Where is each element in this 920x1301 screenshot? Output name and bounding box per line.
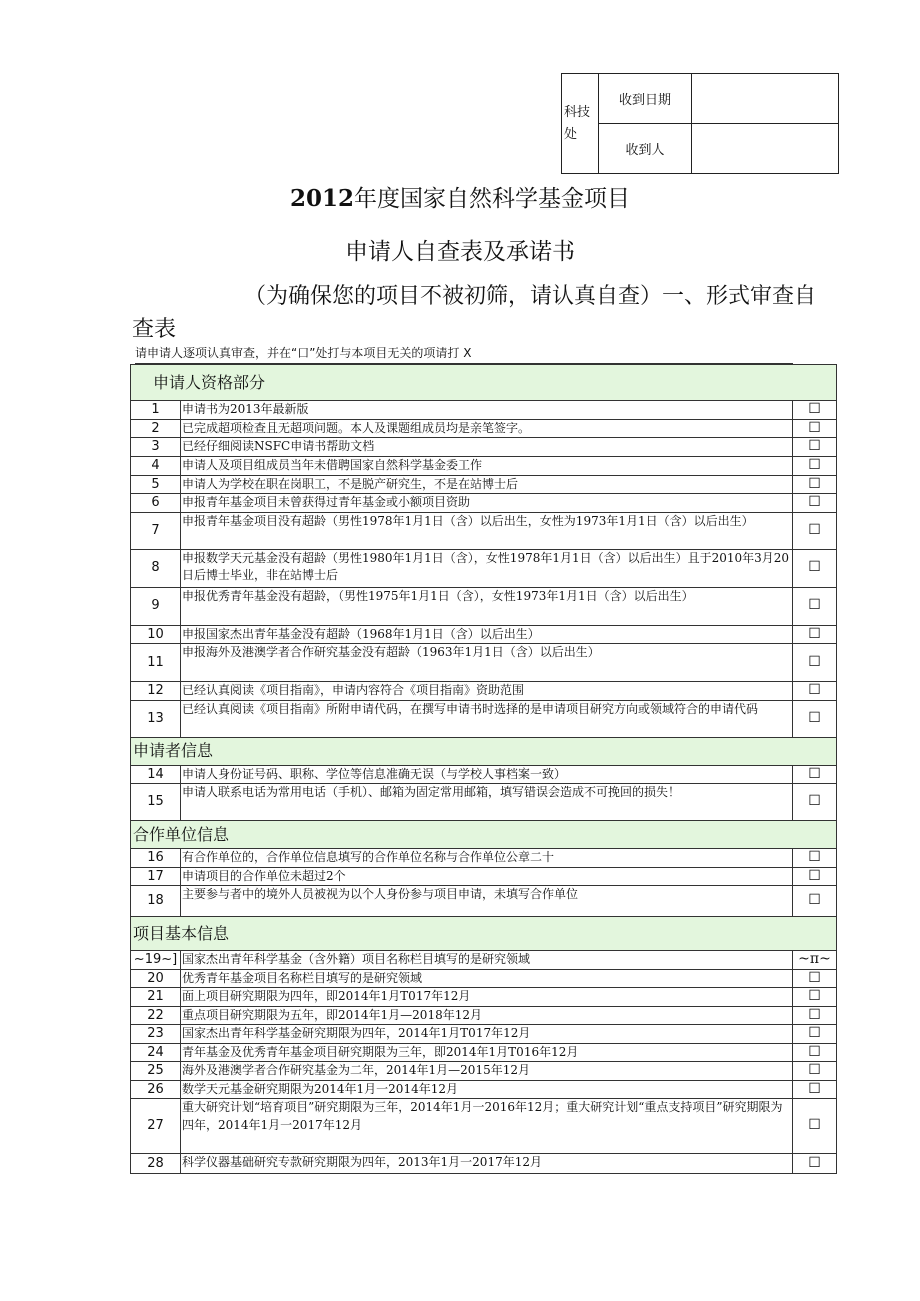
row-number: 1 [131, 401, 181, 420]
table-row [131, 1025, 837, 1044]
row-text: 申请人及项目组成员当年未借聘国家自然科学基金委工作 [181, 457, 793, 476]
row-number: 4 [131, 457, 181, 476]
row-text: 重点项目研究期限为五年，即2014年1月—2018年12月 [181, 1006, 793, 1025]
table-row [131, 1043, 837, 1062]
row-text: 申报数学天元基金没有超龄（男性1980年1月1日（含），女性1978年1月1日（含）以后出生）且于2010年3月20日后博士毕业，非在站博士后 [181, 549, 793, 587]
row-number: 11 [131, 644, 181, 682]
table-row [131, 644, 837, 682]
row-text: 海外及港澳学者合作研究基金为二年，2014年1月—2015年12月 [181, 1062, 793, 1081]
row-text: 青年基金及优秀青年基金项目研究期限为三年，即2014年1月T016年12月 [181, 1043, 793, 1062]
row-number: 16 [131, 849, 181, 868]
section-title: 申请人资格部分 [131, 365, 837, 401]
row-text: 申报优秀青年基金没有超龄，（男性1975年1月1日（含），女性1973年1月1日（含）以后出生） [181, 587, 793, 625]
row-number: 28 [131, 1154, 181, 1174]
section-title: 合作单位信息 [131, 821, 837, 849]
row-text: 申请人为学校在职在岗职工，不是脱产研究生，不是在站博士后 [181, 475, 793, 494]
table-row [131, 457, 837, 476]
checkbox[interactable]: ☐ [793, 1043, 837, 1062]
date-received-field[interactable] [692, 74, 839, 124]
checkbox[interactable]: ☐ [793, 457, 837, 476]
checkbox[interactable]: ☐ [793, 849, 837, 868]
table-row [131, 849, 837, 868]
row-number: 24 [131, 1043, 181, 1062]
row-mark: ~π~ [793, 951, 837, 970]
checkbox[interactable]: ☐ [793, 1154, 837, 1174]
checkbox[interactable]: ☐ [793, 867, 837, 886]
row-text: 科学仪器基础研究专款研究期限为四年，2013年1月一2017年12月 [181, 1154, 793, 1174]
checkbox[interactable]: ☐ [793, 765, 837, 784]
row-text: 申请人联系电话为常用电话（手机）、邮箱为固定常用邮箱，填写错误会造成不可挽回的损失！ [181, 784, 793, 821]
checkbox[interactable]: ☐ [793, 419, 837, 438]
row-number: 27 [131, 1099, 181, 1154]
checkbox[interactable]: ☐ [793, 1062, 837, 1081]
row-text: 主要参与者中的境外人员被视为以个人身份参与项目申请，未填写合作单位 [181, 886, 793, 917]
row-text: 国家杰出青年科学基金（含外籍）项目名称栏目填写的是研究领域 [181, 951, 793, 970]
section-header [131, 917, 837, 951]
row-text: 申报青年基金项目没有超龄（男性1978年1月1日（含）以后出生，女性为1973年1月1日（含）以后出生） [181, 512, 793, 549]
document-title-line2: 申请人自查表及承诺书 [345, 239, 575, 265]
title-year: 2012 [289, 185, 354, 212]
row-number: 26 [131, 1080, 181, 1099]
checkbox[interactable]: ☐ [793, 512, 837, 549]
receiver-label: 收到人 [599, 124, 692, 174]
row-text: 已经仔细阅读NSFC申请书帮助文档 [181, 438, 793, 457]
table-row [131, 951, 837, 970]
section-header [131, 365, 837, 401]
table-row [131, 1062, 837, 1081]
checkbox[interactable]: ☐ [793, 784, 837, 821]
table-row [131, 494, 837, 513]
row-text: 申报青年基金项目未曾获得过青年基金或小额项目资助 [181, 494, 793, 513]
instruction-note: 请申请人逐项认真审查，并在“口”处打与本项目无关的项请打 X [135, 344, 793, 364]
table-row [131, 438, 837, 457]
section-title: 项目基本信息 [131, 917, 837, 951]
row-number: 25 [131, 1062, 181, 1081]
row-text: 重大研究计划“培育项目”研究期限为三年，2014年1月一2016年12月；重大研究计划“重点支持项目”研究期限为四年，2014年1月一2017年12月 [181, 1099, 793, 1154]
section-header [131, 821, 837, 849]
receipt-box [561, 73, 839, 174]
checkbox[interactable]: ☐ [793, 682, 837, 701]
table-row [131, 784, 837, 821]
row-text: 数学天元基金研究期限为2014年1月一2014年12月 [181, 1080, 793, 1099]
self-check-table [130, 364, 837, 1174]
row-number: 20 [131, 969, 181, 988]
table-row [131, 587, 837, 625]
table-row [131, 512, 837, 549]
row-number: 18 [131, 886, 181, 917]
checkbox[interactable]: ☐ [793, 549, 837, 587]
table-row [131, 988, 837, 1007]
row-text: 申请书为2013年最新版 [181, 401, 793, 420]
row-number: 5 [131, 475, 181, 494]
checkbox[interactable]: ☐ [793, 886, 837, 917]
row-text: 申请人身份证号码、职称、学位等信息准确无误（与学校人事档案一致） [181, 765, 793, 784]
row-text: 申报国家杰出青年基金没有超龄（1968年1月1日（含）以后出生） [181, 625, 793, 644]
row-text: 面上项目研究期限为四年，即2014年1月T017年12月 [181, 988, 793, 1007]
table-row [131, 886, 837, 917]
checkbox[interactable]: ☐ [793, 475, 837, 494]
row-number: 23 [131, 1025, 181, 1044]
checkbox[interactable]: ☐ [793, 401, 837, 420]
title-line1: 年度国家自然科学基金项目 [354, 186, 630, 212]
checkbox[interactable]: ☐ [793, 988, 837, 1007]
table-row [131, 765, 837, 784]
row-number: 2 [131, 419, 181, 438]
row-number: 15 [131, 784, 181, 821]
date-received-label: 收到日期 [599, 74, 692, 124]
table-row [131, 549, 837, 587]
table-row [131, 1154, 837, 1174]
dept-label: 科技处 [562, 74, 599, 174]
checkbox[interactable]: ☐ [793, 700, 837, 737]
table-row [131, 419, 837, 438]
row-number: 13 [131, 700, 181, 737]
row-number: 14 [131, 765, 181, 784]
table-row [131, 625, 837, 644]
row-number: 17 [131, 867, 181, 886]
table-row [131, 475, 837, 494]
checkbox[interactable]: ☐ [793, 969, 837, 988]
checkbox[interactable]: ☐ [793, 1025, 837, 1044]
table-row [131, 1006, 837, 1025]
subtitle: （为确保您的项目不被初筛，请认真自查）一、形式审查自查表 [132, 284, 817, 342]
row-text: 有合作单位的，合作单位信息填写的合作单位名称与合作单位公章二十 [181, 849, 793, 868]
row-number: ~19~] [131, 951, 181, 970]
table-row [131, 401, 837, 420]
checkbox[interactable]: ☐ [793, 625, 837, 644]
checkbox[interactable]: ☐ [793, 494, 837, 513]
table-row [131, 1080, 837, 1099]
row-number: 9 [131, 587, 181, 625]
row-number: 10 [131, 625, 181, 644]
table-row [131, 867, 837, 886]
checkbox[interactable]: ☐ [793, 1099, 837, 1154]
table-row [131, 1099, 837, 1154]
row-number: 22 [131, 1006, 181, 1025]
row-number: 7 [131, 512, 181, 549]
row-number: 3 [131, 438, 181, 457]
section-title: 申请者信息 [131, 737, 837, 765]
table-row [131, 700, 837, 737]
receiver-field[interactable] [692, 124, 839, 174]
row-text: 已经认真阅读《项目指南》所附申请代码，在撰写申请书时选择的是申请项目研究方向或领域符合的申请代码 [181, 700, 793, 737]
checkbox[interactable]: ☐ [793, 587, 837, 625]
checkbox[interactable]: ☐ [793, 644, 837, 682]
row-text: 国家杰出青年科学基金研究期限为四年，2014年1月T017年12月 [181, 1025, 793, 1044]
table-row [131, 969, 837, 988]
row-text: 已经认真阅读《项目指南》，申请内容符合《项目指南》资助范围 [181, 682, 793, 701]
table-row [131, 682, 837, 701]
row-text: 申报海外及港澳学者合作研究基金没有超龄（1963年1月1日（含）以后出生） [181, 644, 793, 682]
section-header [131, 737, 837, 765]
checkbox[interactable]: ☐ [793, 1006, 837, 1025]
row-text: 优秀青年基金项目名称栏目填写的是研究领域 [181, 969, 793, 988]
row-number: 12 [131, 682, 181, 701]
checkbox[interactable]: ☐ [793, 438, 837, 457]
row-number: 6 [131, 494, 181, 513]
checkbox[interactable]: ☐ [793, 1080, 837, 1099]
row-text: 已完成超项检查且无超项问题。本人及课题组成员均是亲笔签字。 [181, 419, 793, 438]
document-title [0, 180, 920, 213]
row-number: 8 [131, 549, 181, 587]
row-number: 21 [131, 988, 181, 1007]
row-text: 申请项目的合作单位未超过2个 [181, 867, 793, 886]
self-check-table-body [131, 365, 837, 1174]
